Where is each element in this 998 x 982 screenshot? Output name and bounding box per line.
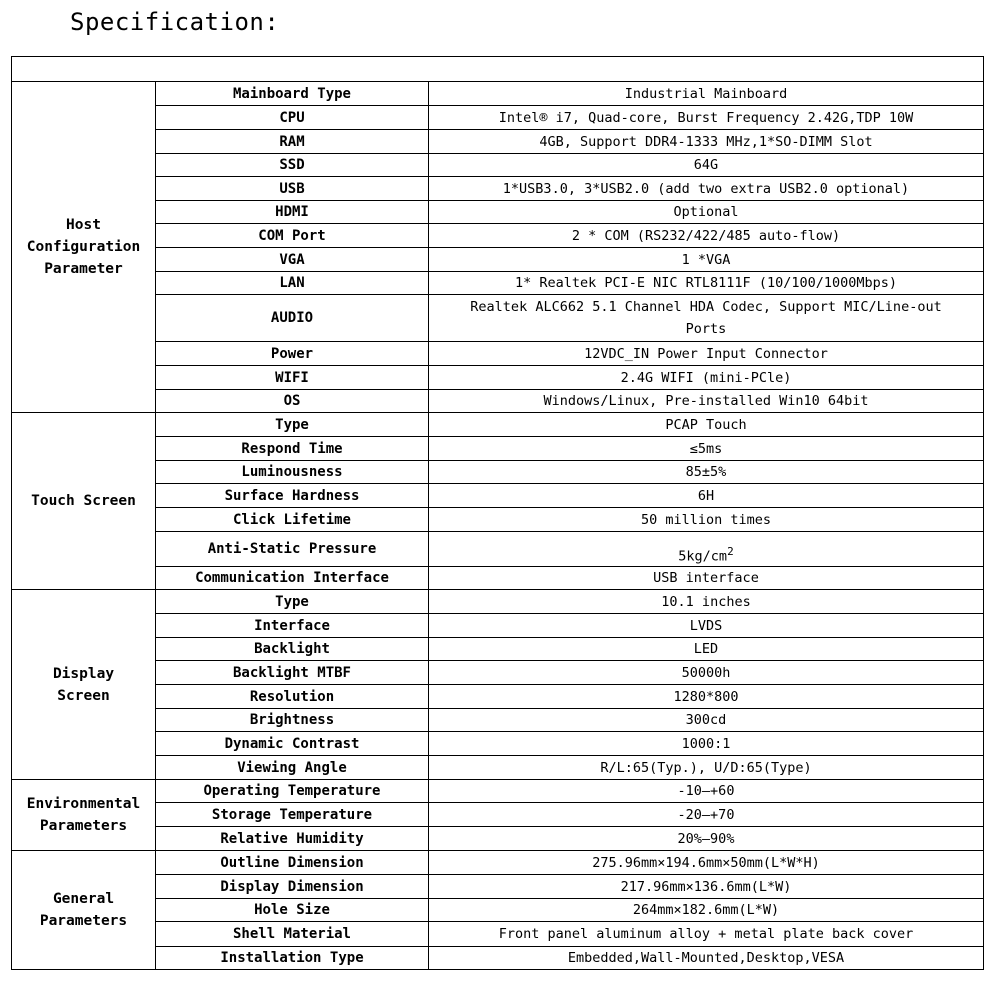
row-value: PCAP Touch (429, 413, 984, 437)
row-value: 1000:1 (429, 732, 984, 756)
row-value: 50 million times (429, 508, 984, 532)
table-row (12, 154, 984, 177)
group-host-configuration: Host Configuration Parameter (12, 82, 156, 413)
row-label: VGA (156, 248, 429, 272)
row-value: Industrial Mainboard (429, 82, 984, 106)
row-label: Operating Temperature (156, 780, 429, 803)
table-row (12, 484, 984, 508)
row-value: 1* Realtek PCI-E NIC RTL8111F (10/100/1000Mbps) (429, 272, 984, 295)
row-label: Outline Dimension (156, 851, 429, 875)
row-value: Embedded,Wall-Mounted,Desktop,VESA (429, 947, 984, 970)
table-row (12, 82, 984, 106)
row-label: Click Lifetime (156, 508, 429, 532)
row-value: 64G (429, 154, 984, 177)
row-label: CPU (156, 106, 429, 130)
row-label: Viewing Angle (156, 756, 429, 780)
row-value: 1280*800 (429, 685, 984, 709)
row-value: Front panel aluminum alloy + metal plate back cover (429, 922, 984, 947)
row-label: AUDIO (156, 295, 429, 342)
row-label: SSD (156, 154, 429, 177)
row-value: 1 *VGA (429, 248, 984, 272)
row-label: Display Dimension (156, 875, 429, 899)
table-row (12, 947, 984, 970)
row-label: OS (156, 390, 429, 413)
row-label: Power (156, 342, 429, 366)
row-value: 6H (429, 484, 984, 508)
row-value: ≤5ms (429, 437, 984, 461)
row-label: Shell Material (156, 922, 429, 947)
row-value: 12VDC_IN Power Input Connector (429, 342, 984, 366)
table-row (12, 851, 984, 875)
table-row (12, 590, 984, 614)
table-row (12, 638, 984, 661)
table-header-row (12, 57, 984, 82)
table-row (12, 130, 984, 154)
row-label: Backlight (156, 638, 429, 661)
row-label: Type (156, 413, 429, 437)
table-row (12, 295, 984, 342)
row-value: 1*USB3.0, 3*USB2.0 (add two extra USB2.0 optional) (429, 177, 984, 201)
row-value: LED (429, 638, 984, 661)
row-label: USB (156, 177, 429, 201)
row-value: 4GB, Support DDR4-1333 MHz,1*SO-DIMM Slot (429, 130, 984, 154)
row-label: Luminousness (156, 461, 429, 484)
table-row (12, 201, 984, 224)
table-row (12, 756, 984, 780)
table-row (12, 732, 984, 756)
specification-table (11, 56, 984, 970)
table-row (12, 661, 984, 685)
row-label: Backlight MTBF (156, 661, 429, 685)
row-value: 20%—90% (429, 827, 984, 851)
row-label: Resolution (156, 685, 429, 709)
table-row (12, 803, 984, 827)
row-value: LVDS (429, 614, 984, 638)
table-row (12, 685, 984, 709)
row-label: Hole Size (156, 899, 429, 922)
row-label: RAM (156, 130, 429, 154)
row-label: Relative Humidity (156, 827, 429, 851)
table-row (12, 780, 984, 803)
page-title: Specification: (70, 8, 280, 36)
row-label: Brightness (156, 709, 429, 732)
row-value (429, 532, 984, 567)
row-value: Windows/Linux, Pre-installed Win10 64bit (429, 390, 984, 413)
row-value: 2.4G WIFI (mini-PCle) (429, 366, 984, 390)
row-value: Optional (429, 201, 984, 224)
table-row (12, 614, 984, 638)
row-label: Mainboard Type (156, 82, 429, 106)
table-row (12, 248, 984, 272)
table-row (12, 875, 984, 899)
row-label: Storage Temperature (156, 803, 429, 827)
table-row (12, 437, 984, 461)
table-row (12, 366, 984, 390)
row-label: Interface (156, 614, 429, 638)
row-value: 264mm×182.6mm(L*W) (429, 899, 984, 922)
row-label: COM Port (156, 224, 429, 248)
row-label: Surface Hardness (156, 484, 429, 508)
row-label: Communication Interface (156, 567, 429, 590)
table-row (12, 224, 984, 248)
group-touch-screen: Touch Screen (12, 413, 156, 590)
row-value: 50000h (429, 661, 984, 685)
row-label: WIFI (156, 366, 429, 390)
table-row (12, 827, 984, 851)
row-value: 275.96mm×194.6mm×50mm(L*W*H) (429, 851, 984, 875)
table-row (12, 342, 984, 366)
row-label: Dynamic Contrast (156, 732, 429, 756)
row-value: 2 * COM (RS232/422/485 auto-flow) (429, 224, 984, 248)
table-row (12, 532, 984, 567)
table-row (12, 177, 984, 201)
group-display-screen: Display Screen (12, 590, 156, 780)
row-value: 85±5% (429, 461, 984, 484)
row-value: -10—+60 (429, 780, 984, 803)
table-row (12, 508, 984, 532)
row-label: Anti-Static Pressure (156, 532, 429, 567)
row-value: 10.1 inches (429, 590, 984, 614)
table-row (12, 709, 984, 732)
superscript: 2 (727, 544, 734, 558)
row-value: 300cd (429, 709, 984, 732)
row-label: Respond Time (156, 437, 429, 461)
group-environmental-parameters: Environmental Parameters (12, 780, 156, 851)
table-row (12, 106, 984, 130)
table-row (12, 390, 984, 413)
row-label: LAN (156, 272, 429, 295)
table-row (12, 922, 984, 947)
row-value: -20—+70 (429, 803, 984, 827)
table-row (12, 461, 984, 484)
row-value: Realtek ALC662 5.1 Channel HDA Codec, Support MIC/Line-out Ports (429, 295, 984, 342)
header-cell (12, 57, 984, 82)
table-row (12, 567, 984, 590)
table-row (12, 899, 984, 922)
row-value: Intel® i7, Quad-core, Burst Frequency 2.42G,TDP 10W (429, 106, 984, 130)
table-row (12, 413, 984, 437)
group-general-parameters: General Parameters (12, 851, 156, 970)
row-value: USB interface (429, 567, 984, 590)
row-label: Installation Type (156, 947, 429, 970)
table-row (12, 272, 984, 295)
row-label: HDMI (156, 201, 429, 224)
row-value: R/L:65(Typ.), U/D:65(Type) (429, 756, 984, 780)
row-value: 217.96mm×136.6mm(L*W) (429, 875, 984, 899)
value-text: 5kg/cm (678, 548, 728, 564)
row-label: Type (156, 590, 429, 614)
